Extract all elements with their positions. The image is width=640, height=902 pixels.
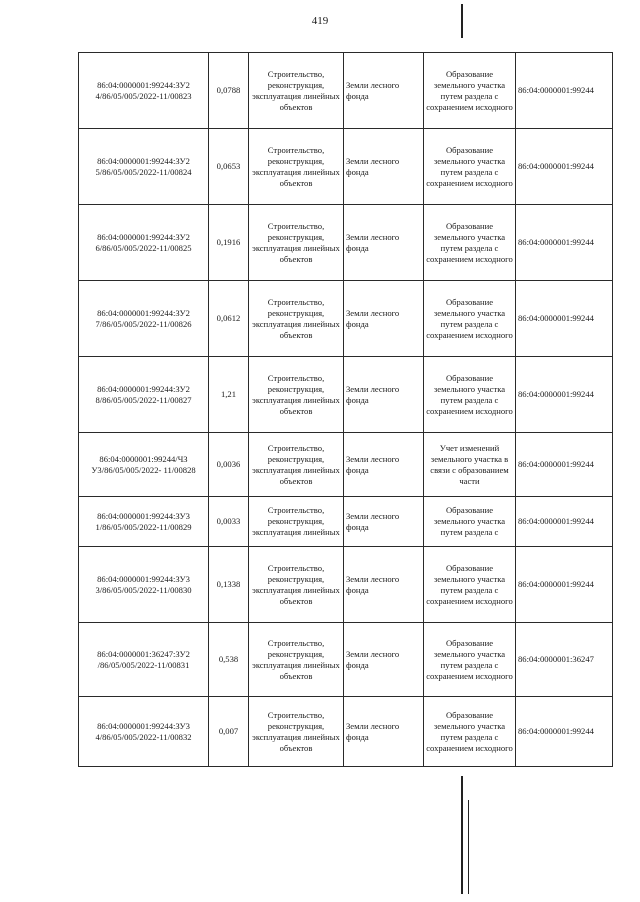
permitted-use-cell: Строительство, реконструкция, эксплуатация линейных объектов bbox=[249, 697, 344, 767]
permitted-use-cell: Строительство, реконструкция, эксплуатация линейных объектов bbox=[249, 623, 344, 697]
source-plot-cell: 86:04:0000001:99244 bbox=[516, 205, 613, 281]
table-row bbox=[79, 129, 613, 205]
cadastral-number-cell: 86:04:0000001:99244:ЗУ3 1/86/05/005/2022-11/00829 bbox=[79, 497, 209, 547]
land-category-cell: Земли лесного фонда bbox=[344, 53, 424, 129]
cadastral-number-cell: 86:04:0000001:99244:ЗУ2 8/86/05/005/2022-11/00827 bbox=[79, 357, 209, 433]
source-plot-cell: 86:04:0000001:99244 bbox=[516, 433, 613, 497]
table-row bbox=[79, 497, 613, 547]
area-cell: 0,1916 bbox=[209, 205, 249, 281]
source-plot-cell: 86:04:0000001:99244 bbox=[516, 129, 613, 205]
source-plot-cell: 86:04:0000001:99244 bbox=[516, 281, 613, 357]
permitted-use-cell: Строительство, реконструкция, эксплуатация линейных объектов bbox=[249, 53, 344, 129]
table-row bbox=[79, 433, 613, 497]
cadastral-operation-cell: Образование земельного участка путем раздела с bbox=[424, 497, 516, 547]
cadastral-operation-cell: Образование земельного участка путем раздела с сохранением исходного bbox=[424, 547, 516, 623]
cadastral-operation-cell: Образование земельного участка путем раздела с сохранением исходного bbox=[424, 129, 516, 205]
scan-mark-top bbox=[461, 4, 463, 38]
cadastral-operation-cell: Образование земельного участка путем раздела с сохранением исходного bbox=[424, 357, 516, 433]
source-plot-cell: 86:04:0000001:99244 bbox=[516, 357, 613, 433]
source-plot-cell: 86:04:0000001:99244 bbox=[516, 497, 613, 547]
cadastral-operation-cell: Образование земельного участка путем раздела с сохранением исходного bbox=[424, 53, 516, 129]
cadastral-operation-cell: Образование земельного участка путем раздела с сохранением исходного bbox=[424, 697, 516, 767]
permitted-use-cell: Строительство, реконструкция, эксплуатация линейных bbox=[249, 497, 344, 547]
table-row bbox=[79, 205, 613, 281]
cadastral-operation-cell: Образование земельного участка путем раздела с сохранением исходного bbox=[424, 623, 516, 697]
area-cell: 0,007 bbox=[209, 697, 249, 767]
cadastral-operation-cell: Образование земельного участка путем раздела с сохранением исходного bbox=[424, 205, 516, 281]
scan-mark-bottom-right bbox=[468, 800, 469, 894]
cadastral-number-cell: 86:04:0000001:99244/ЧЗ У3/86/05/005/2022- 11/00828 bbox=[79, 433, 209, 497]
permitted-use-cell: Строительство, реконструкция, эксплуатация линейных объектов bbox=[249, 281, 344, 357]
table-row bbox=[79, 547, 613, 623]
table-row bbox=[79, 281, 613, 357]
cadastral-operation-cell: Образование земельного участка путем раздела с сохранением исходного bbox=[424, 281, 516, 357]
cadastral-operation-cell: Учет изменений земельного участка в связи с образованием части bbox=[424, 433, 516, 497]
source-plot-cell: 86:04:0000001:99244 bbox=[516, 547, 613, 623]
table-row bbox=[79, 623, 613, 697]
cadastral-number-cell: 86:04:0000001:99244:ЗУ2 4/86/05/005/2022-11/00823 bbox=[79, 53, 209, 129]
page-number: 419 bbox=[311, 15, 329, 27]
table-row bbox=[79, 357, 613, 433]
cadastral-number-cell: 86:04:0000001:36247:ЗУ2 /86/05/005/2022-11/00831 bbox=[79, 623, 209, 697]
cadastral-number-cell: 86:04:0000001:99244:ЗУ3 4/86/05/005/2022-11/00832 bbox=[79, 697, 209, 767]
land-category-cell: Земли лесного фонда bbox=[344, 129, 424, 205]
land-category-cell: Земли лесного фонда bbox=[344, 205, 424, 281]
source-plot-cell: 86:04:0000001:36247 bbox=[516, 623, 613, 697]
permitted-use-cell: Строительство, реконструкция, эксплуатация линейных объектов bbox=[249, 205, 344, 281]
land-category-cell: Земли лесного фонда bbox=[344, 281, 424, 357]
land-category-cell: Земли лесного фонда bbox=[344, 433, 424, 497]
permitted-use-cell: Строительство, реконструкция, эксплуатация линейных объектов bbox=[249, 357, 344, 433]
cadastral-number-cell: 86:04:0000001:99244:ЗУ2 7/86/05/005/2022-11/00826 bbox=[79, 281, 209, 357]
permitted-use-cell: Строительство, реконструкция, эксплуатация линейных объектов bbox=[249, 433, 344, 497]
area-cell: 0,538 bbox=[209, 623, 249, 697]
scan-mark-bottom-left bbox=[461, 776, 463, 894]
permitted-use-cell: Строительство, реконструкция, эксплуатация линейных объектов bbox=[249, 547, 344, 623]
source-plot-cell: 86:04:0000001:99244 bbox=[516, 53, 613, 129]
cadastral-number-cell: 86:04:0000001:99244:ЗУ3 3/86/05/005/2022-11/00830 bbox=[79, 547, 209, 623]
table-row bbox=[79, 697, 613, 767]
area-cell: 0,0788 bbox=[209, 53, 249, 129]
area-cell: 0,0612 bbox=[209, 281, 249, 357]
land-category-cell: Земли лесного фонда bbox=[344, 623, 424, 697]
land-category-cell: Земли лесного фонда bbox=[344, 357, 424, 433]
area-cell: 0,0036 bbox=[209, 433, 249, 497]
cadastral-number-cell: 86:04:0000001:99244:ЗУ2 6/86/05/005/2022-11/00825 bbox=[79, 205, 209, 281]
permitted-use-cell: Строительство, реконструкция, эксплуатация линейных объектов bbox=[249, 129, 344, 205]
area-cell: 0,1338 bbox=[209, 547, 249, 623]
source-plot-cell: 86:04:0000001:99244 bbox=[516, 697, 613, 767]
area-cell: 0,0033 bbox=[209, 497, 249, 547]
area-cell: 0,0653 bbox=[209, 129, 249, 205]
cadastral-number-cell: 86:04:0000001:99244:ЗУ2 5/86/05/005/2022-11/00824 bbox=[79, 129, 209, 205]
land-category-cell: Земли лесного фонда bbox=[344, 697, 424, 767]
land-category-cell: Земли лесного фонда bbox=[344, 497, 424, 547]
area-cell: 1,21 bbox=[209, 357, 249, 433]
table-row bbox=[79, 53, 613, 129]
land-plot-table bbox=[78, 52, 613, 767]
land-category-cell: Земли лесного фонда bbox=[344, 547, 424, 623]
